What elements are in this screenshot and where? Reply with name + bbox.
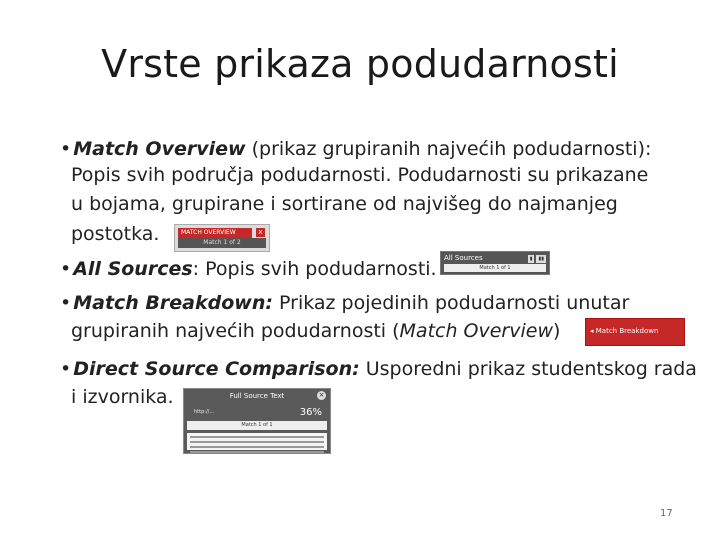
match-breakdown-thumbnail <box>585 318 685 346</box>
slide-title: Vrste prikaza podudarnosti <box>101 42 619 86</box>
page-number: 17 <box>660 508 673 519</box>
full-source-thumbnail <box>183 388 331 454</box>
bullet-text: (prikaz grupiranih najvećih podudarnosti): <box>245 138 652 160</box>
all-sources-thumbnail <box>440 251 550 275</box>
bullet-text: i izvornika. <box>71 386 174 408</box>
bullet-text: Usporedni prikaz studentskog rada <box>359 358 697 380</box>
thumb-url: http://... <box>194 409 215 415</box>
bullet-text <box>71 320 560 343</box>
thumb-button-icon: ▮ <box>529 256 533 262</box>
thumb-header: Full Source Text <box>229 392 285 400</box>
thumb-label-text: Match Breakdown <box>595 327 659 335</box>
bullet-text: postotka. <box>71 223 160 245</box>
term-match-overview: Match Overview <box>73 138 246 160</box>
bullet-text: Prikaz pojedinih podudarnosti unutar <box>272 292 630 314</box>
thumb-percent: 36% <box>299 407 322 418</box>
thumb-nav: Match 1 of 1 <box>187 421 327 430</box>
bullet-direct-source-comparison: • Direct Source Comparison: Usporedni prikaz studentskog rada <box>60 358 697 380</box>
thumb-nav: Match 1 of 1 <box>444 264 546 272</box>
thumb-buttons <box>528 255 546 263</box>
term-all-sources: All Sources <box>73 258 193 280</box>
bullet-text: Popis svih područja podudarnosti. Podudarnosti su prikazane <box>71 164 649 186</box>
bullet-text: : Popis svih podudarnosti. <box>192 258 437 280</box>
thumb-nav: Match 1 of 2 <box>178 238 266 248</box>
bullet-text: grupiranih najvećih podudarnosti ( <box>71 320 400 342</box>
term-direct-source-comparison: Direct Source Comparison: <box>73 358 360 380</box>
bullet-match-breakdown: • Match Breakdown: Prikaz pojedinih podudarnosti unutar <box>60 292 630 314</box>
close-icon: x <box>256 228 265 237</box>
match-overview-thumbnail <box>174 224 270 252</box>
thumb-label: ◂ Match Breakdown <box>590 327 659 335</box>
term-match-breakdown: Match Breakdown: <box>73 292 273 314</box>
thumb-header: MATCH OVERVIEW <box>178 228 252 238</box>
thumb-text-preview <box>187 433 327 450</box>
term-match-overview-ref: Match Overview <box>399 320 553 342</box>
thumb-button-icon: ▮▮ <box>538 256 544 262</box>
close-icon: × <box>318 391 325 399</box>
thumb-header: All Sources <box>444 254 483 262</box>
bullet-text: u bojama, grupirane i sortirane od najvišeg do najmanjeg <box>71 193 618 215</box>
bullet-match-overview: • Match Overview (prikaz grupiranih najvećih podudarnosti): <box>60 138 652 160</box>
bullet-text: ) <box>553 320 561 342</box>
bullet-all-sources: • All Sources: Popis svih podudarnosti. <box>60 258 437 280</box>
